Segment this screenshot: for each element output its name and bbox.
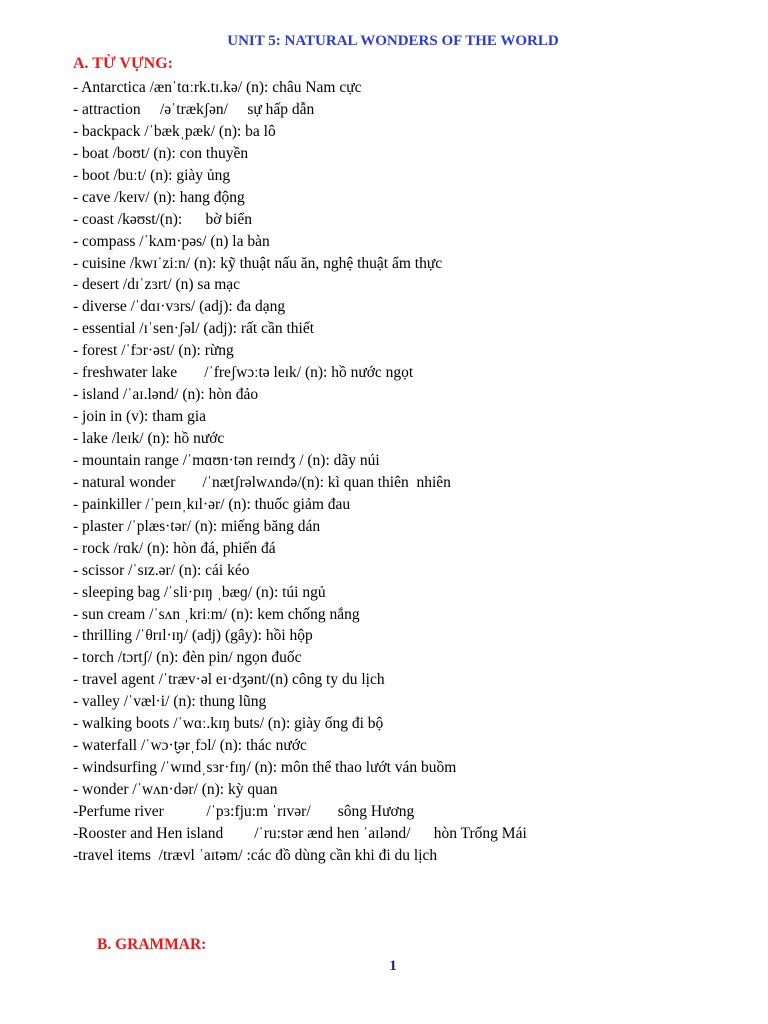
vocabulary-entry: - Antarctica /ænˈtɑːrk.tɪ.kə/ (n): châu Nam cực xyxy=(73,79,362,96)
vocabulary-entry: - natural wonder /ˈnætʃrəlwʌndə/(n): kì quan thiên nhiên xyxy=(73,473,451,491)
vocabulary-entry: - compass /ˈkʌm·pəs/ (n) la bàn xyxy=(73,232,270,250)
vocabulary-entry: - travel agent /ˈtræv·əl eɪ·dʒənt/(n) công ty du lịch xyxy=(73,671,385,689)
vocabulary-entry: - wonder /ˈwʌn·dər/ (n): kỳ quan xyxy=(73,781,278,798)
vocabulary-entry: - windsurfing /ˈwɪndˌsɜr·fɪŋ/ (n): môn thể thao lướt ván buồm xyxy=(73,759,457,777)
vocabulary-entry: - mountain range /ˈmɑʊn·tən reɪndʒ / (n): dãy núi xyxy=(73,451,380,469)
vocabulary-entry: - scissor /ˈsɪz.ər/ (n): cái kéo xyxy=(73,561,250,579)
vocabulary-entry: - desert /dɪˈzɜrt/ (n) sa mạc xyxy=(73,276,241,294)
vocabulary-entry: - valley /ˈvæl·i/ (n): thung lũng xyxy=(73,693,267,711)
vocabulary-entry: -Rooster and Hen island /ˈru:stər ænd hen ˈaɪlənd/ hòn Trống Mái xyxy=(73,824,527,842)
vocabulary-entry: - rock /rɑk/ (n): hòn đá, phiến đá xyxy=(73,539,276,557)
section-a-heading: A. TỪ VỰNG: xyxy=(73,55,173,72)
vocabulary-entry: -travel items /trævl ˈaɪtəm/ :các đồ dùng cần khi đi du lịch xyxy=(73,846,438,864)
vocabulary-entry: -Perfume river /ˈpɜ:fju:m ˈrɪvər/ sông Hương xyxy=(73,802,415,820)
vocabulary-entry: - thrilling /ˈθrɪl·ɪŋ/ (adj) (gây): hồi hộp xyxy=(73,627,313,645)
vocabulary-entry: - coast /kəʊst/(n): bờ biển xyxy=(73,210,252,228)
vocabulary-entry: - attraction /əˈtrækʃən/ sự hấp dẫn xyxy=(73,100,315,118)
vocabulary-list xyxy=(73,77,527,867)
vocabulary-entry: - boat /boʊt/ (n): con thuyền xyxy=(73,144,249,162)
vocabulary-entry: - lake /leɪk/ (n): hồ nước xyxy=(73,430,225,447)
vocabulary-entry: - freshwater lake /ˈfreʃwɔːtə leɪk/ (n): hồ nước ngọt xyxy=(73,364,414,382)
vocabulary-entry: - join in (v): tham gia xyxy=(73,408,207,426)
vocabulary-entry: - sleeping bag /ˈsli·pɪŋ ˌbæɡ/ (n): túi ngủ xyxy=(73,583,326,601)
page-number: 1 xyxy=(389,958,397,974)
vocabulary-entry: - cave /keɪv/ (n): hang động xyxy=(73,188,245,206)
vocabulary-entry: - essential /ɪˈsen·ʃəl/ (adj): rất cần thiết xyxy=(73,320,315,338)
unit-title: UNIT 5: NATURAL WONDERS OF THE WORLD xyxy=(227,33,559,49)
vocabulary-entry: - island /ˈaɪ.lənd/ (n): hòn đảo xyxy=(73,386,259,404)
vocabulary-entry: - torch /tɔrtʃ/ (n): đèn pin/ ngọn đuốc xyxy=(73,649,302,667)
section-b-heading: B. GRAMMAR: xyxy=(97,936,207,953)
vocabulary-entry: - painkiller /ˈpeɪnˌkɪl·ər/ (n): thuốc giảm đau xyxy=(73,495,351,513)
vocabulary-entry: - cuisine /kwɪˈziːn/ (n): kỹ thuật nấu ăn, nghệ thuật ẩm thực xyxy=(73,254,443,272)
vocabulary-entry: - plaster /ˈplæs·tər/ (n): miếng băng dán xyxy=(73,517,321,535)
vocabulary-entry: - diverse /ˈdɑɪ·vɜrs/ (adj): đa dạng xyxy=(73,298,286,316)
vocabulary-entry: - waterfall /ˈwɔ·t̬ərˌfɔl/ (n): thác nước xyxy=(73,737,307,755)
vocabulary-entry: - backpack /ˈbækˌpæk/ (n): ba lô xyxy=(73,122,276,140)
vocabulary-entry: - walking boots /ˈwɑː.kɪŋ buts/ (n): giày ống đi bộ xyxy=(73,715,384,733)
vocabulary-entry: - forest /ˈfɔr·əst/ (n): rừng xyxy=(73,342,234,360)
vocabulary-entry: - boot /buːt/ (n): giày ủng xyxy=(73,166,231,184)
vocabulary-entry: - sun cream /ˈsʌn ˌkriːm/ (n): kem chống nắng xyxy=(73,605,360,623)
